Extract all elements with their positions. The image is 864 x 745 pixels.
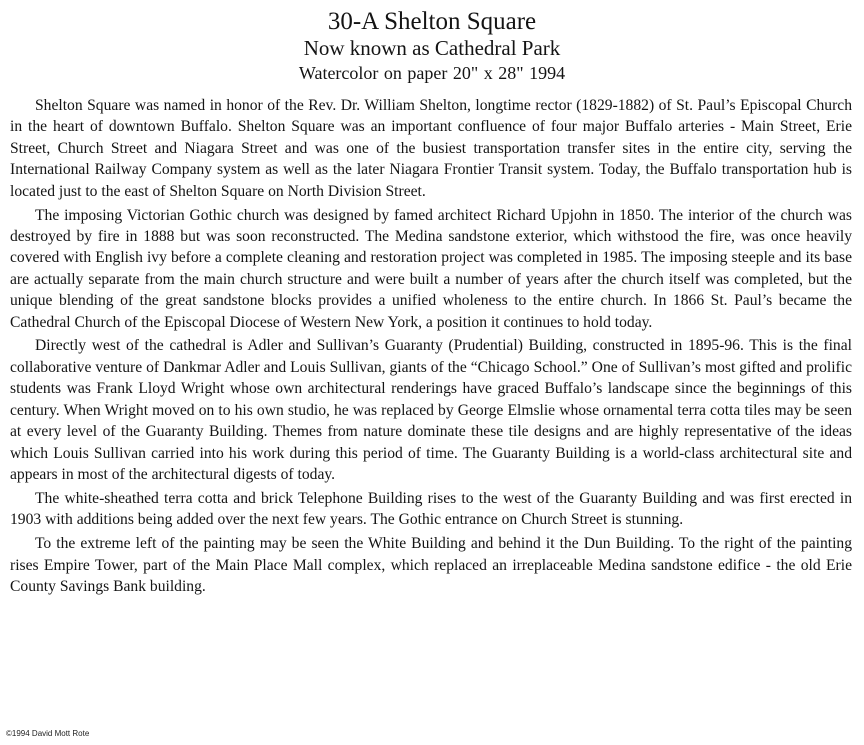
medium-line: Watercolor on paper 20" x 28" 1994: [298, 63, 566, 83]
paragraph-telephone: The white-sheathed terra cotta and brick Telephone Building rises to the west of the Guaranty Building and was first erected in 1903 with additions being added over the next few years. The Gothic entrance on Church Street is stunning.: [10, 489, 852, 529]
paragraph-history: Shelton Square was named in honor of the Rev. Dr. William Shelton, longtime rector (1829-1882) of St. Paul’s Episcopal Church in the heart of downtown Buffalo. Shelton Square was an important confluence of four major Buffalo arteries - Main Street, Erie Street, Church Street and Niagara Street and was one of the busiest transportation transfer sites in the entire city, serving the International Railway Company system as well as the later Niagara Frontier Transit system. Today, the Buffalo transportation hub is located just to the east of Shelton Square on North Division Street.: [10, 97, 852, 200]
page-subtitle: Now known as Cathedral Park: [303, 36, 561, 60]
paragraph-church: The imposing Victorian Gothic church was designed by famed architect Richard Upjohn in 1850. The interior of the church was destroyed by fire in 1888 but was soon reconstructed. The Medina sandstone exterior, which withstood the fire, was once heavily covered with English ivy before a complete cleaning and restoration project was completed in 1985. The imposing steeple and its base are actually separate from the main church structure and were built a number of years after the church itself was completed, but the unique blending of the great sandstone blocks provides a unified wholeness to the entire church. In 1866 St. Paul’s became the Cathedral Church of the Episcopal Diocese of Western New York, a position it continues to hold today.: [10, 206, 852, 331]
article-body: [10, 95, 852, 600]
copyright-notice: ©1994 David Mott Rote: [6, 729, 90, 738]
paragraph-painting: To the extreme left of the painting may be seen the White Building and behind it the Dun Building. To the right of the painting rises Empire Tower, part of the Main Place Mall complex, which replaced an irreplaceable Medina sandstone edifice - the old Erie County Savings Bank building.: [10, 535, 852, 595]
page-title: 30-A Shelton Square: [327, 8, 537, 35]
page-header: [0, 8, 864, 85]
paragraph-guaranty: Directly west of the cathedral is Adler and Sullivan’s Guaranty (Prudential) Building, constructed in 1895-96. This is the final collaborative venture of Dankmar Adler and Louis Sullivan, giants of the “Chicago School.” One of Sullivan’s most gifted and prolific students was Frank Lloyd Wright whose own architectural renderings have graced Buffalo’s landscape since the beginnings of this century. When Wright moved on to his own studio, he was replaced by George Elmslie whose ornamental terra cotta tiles may be seen at every level of the Guaranty Building. Themes from nature dominate these tile designs and are highly representative of the ideas which Louis Sullivan carried into his work during this period of time. The Guaranty Building is a world-class architectural site and appears in most of the architectural digests of today.: [10, 337, 852, 483]
